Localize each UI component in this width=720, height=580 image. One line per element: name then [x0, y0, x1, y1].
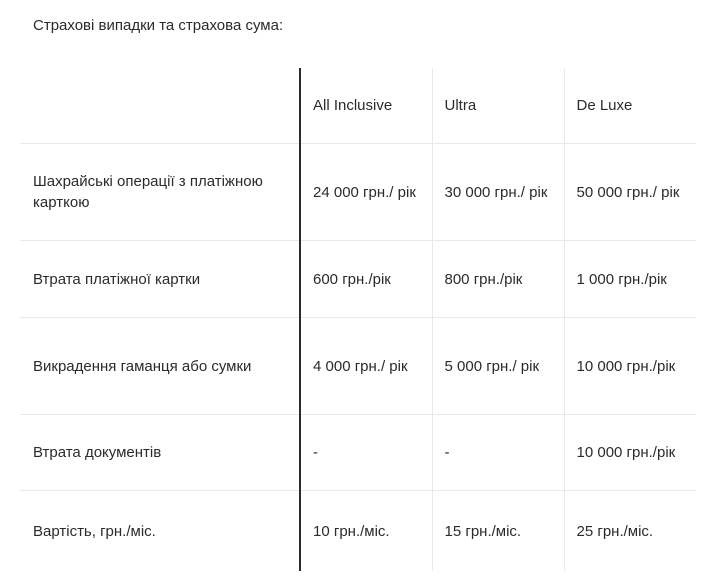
cell-de-luxe: 1 000 грн./рік: [564, 241, 696, 318]
table-row: [20, 415, 696, 491]
insurance-table: [20, 68, 696, 571]
row-label: Втрата документів: [20, 415, 300, 491]
row-label: Втрата платіжної картки: [20, 241, 300, 318]
cell-de-luxe: 10 000 грн./рік: [564, 415, 696, 491]
cell-ultra: 5 000 грн./ рік: [432, 318, 564, 415]
cell-all-inclusive: 10 грн./міс.: [313, 522, 390, 540]
insurance-table-container: [20, 68, 696, 571]
cell-de-luxe: 50 000 грн./ рік: [564, 144, 696, 241]
cell-all-inclusive: 4 000 грн./ рік: [300, 318, 432, 415]
cell-all-inclusive: -: [300, 415, 432, 491]
table-row: [20, 144, 696, 241]
table-row: [20, 318, 696, 415]
cell-ultra: 15 грн./міс.: [432, 491, 564, 572]
table-header-row: [20, 68, 696, 144]
cell-ultra: 30 000 грн./ рік: [432, 144, 564, 241]
cell-ultra: 800 грн./рік: [432, 241, 564, 318]
row-label: Шахрайські операції з платіжною карткою: [20, 144, 300, 241]
header-all-inclusive: All Inclusive: [300, 68, 432, 144]
header-de-luxe: De Luxe: [564, 68, 696, 144]
row-label: Викрадення гаманця або сумки: [20, 318, 300, 415]
cell-all-inclusive: 24 000 грн./ рік: [300, 144, 432, 241]
section-heading: Страхові випадки та страхова сума:: [33, 17, 284, 34]
row-label: Вартість, грн./міс.: [20, 491, 300, 572]
table-row: [20, 491, 696, 572]
header-ultra: Ultra: [432, 68, 564, 144]
cell-de-luxe: 25 грн./міс.: [564, 491, 696, 572]
cell-ultra: -: [432, 415, 564, 491]
cell-all-inclusive: 600 грн./рік: [300, 241, 432, 318]
header-empty-cell: [20, 68, 300, 144]
cell-de-luxe: 10 000 грн./рік: [564, 318, 696, 415]
table-row: [20, 241, 696, 318]
